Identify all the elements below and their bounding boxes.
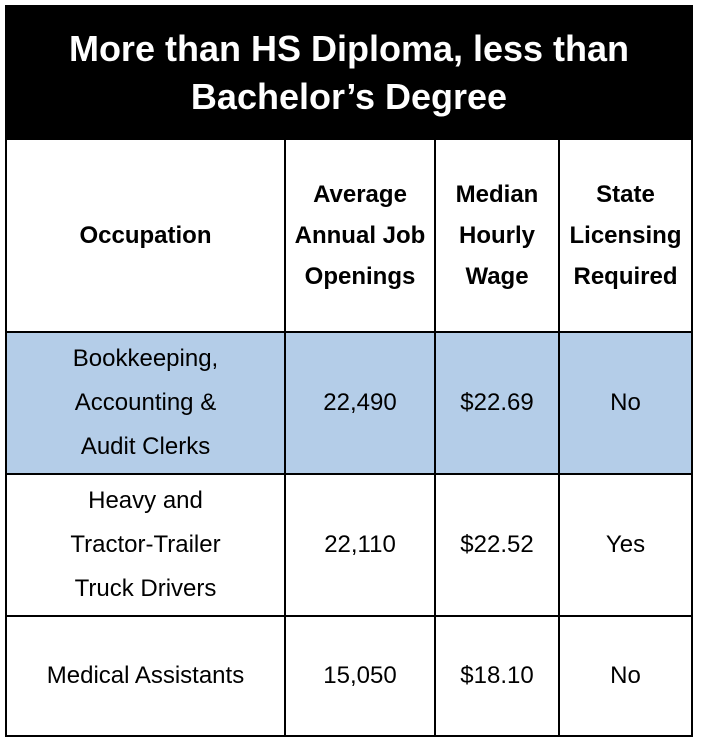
header-line: Hourly [458, 222, 535, 249]
cell-wage: $22.69 [435, 332, 559, 474]
cell-licensing: Yes [559, 474, 691, 616]
title-line-2: Bachelor’s Degree [190, 75, 508, 117]
cell-openings: 22,110 [285, 474, 435, 616]
header-line: Licensing [569, 222, 682, 249]
table-row [7, 616, 691, 735]
cell-wage: $18.10 [435, 616, 559, 735]
header-line: Required [573, 263, 678, 290]
table-frame [5, 5, 693, 737]
cell-occupation [7, 332, 285, 474]
header-line: Average [313, 181, 407, 208]
header-line: Wage [465, 263, 529, 290]
header-wage [435, 140, 559, 332]
header-line: State [596, 181, 655, 208]
cell-occupation [7, 474, 285, 616]
occupations-table [7, 140, 691, 735]
cell-licensing: No [559, 332, 691, 474]
cell-wage: $22.52 [435, 474, 559, 616]
table-title [7, 5, 691, 140]
cell-licensing: No [559, 616, 691, 735]
occupation-line: Tractor-Trailer [70, 531, 221, 558]
header-licensing [559, 140, 691, 332]
header-line: Openings [304, 263, 416, 290]
header-occupation-label: Occupation [79, 222, 212, 249]
occupation-line: Heavy and [88, 487, 203, 514]
header-line: Median [455, 181, 539, 208]
occupation-line: Medical Assistants [46, 662, 245, 689]
header-openings [285, 140, 435, 332]
header-row [7, 140, 691, 332]
table-row [7, 332, 691, 474]
occupation-line: Accounting & [74, 389, 217, 416]
occupation-line: Audit Clerks [80, 433, 211, 460]
occupation-line: Truck Drivers [74, 575, 217, 602]
table-row [7, 474, 691, 616]
cell-occupation [7, 616, 285, 735]
cell-openings: 22,490 [285, 332, 435, 474]
header-occupation [7, 140, 285, 332]
title-line-1: More than HS Diploma, less than [68, 27, 630, 69]
occupation-line: Bookkeeping, [72, 345, 219, 372]
header-line: Annual Job [294, 222, 426, 249]
cell-openings: 15,050 [285, 616, 435, 735]
